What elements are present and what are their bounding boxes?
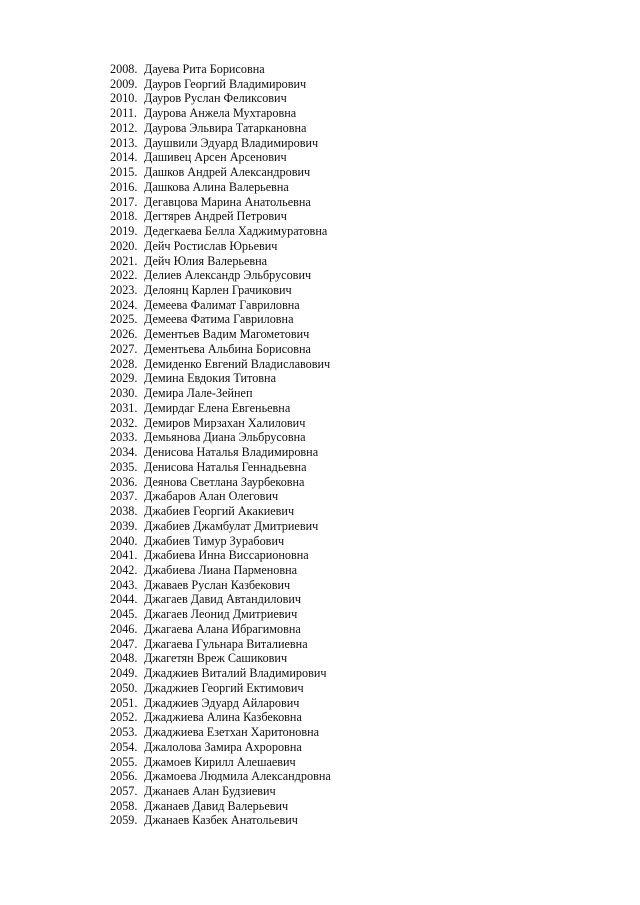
entry-name: Денисова Наталья Владимировна xyxy=(144,445,319,460)
entry-number: 2054. xyxy=(110,739,138,754)
entry-number: 2014. xyxy=(110,150,138,165)
entry-number: 2037. xyxy=(110,489,138,504)
list-item xyxy=(110,475,331,490)
list-item xyxy=(110,534,331,549)
list-item xyxy=(110,563,331,578)
entry-name: Джагаев Давид Автандилович xyxy=(144,592,301,607)
entry-name: Джамоев Кирилл Алешаевич xyxy=(144,754,296,769)
entry-name: Джанаев Казбек Анатольевич xyxy=(144,813,298,828)
list-item xyxy=(110,136,331,151)
list-item xyxy=(110,357,331,372)
entry-number: 2053. xyxy=(110,725,138,740)
list-item xyxy=(110,504,331,519)
list-item xyxy=(110,386,331,401)
entry-number: 2047. xyxy=(110,636,138,651)
entry-name: Делоянц Карлен Грачикович xyxy=(144,283,292,298)
entry-number: 2008. xyxy=(110,62,138,76)
list-item xyxy=(110,489,331,504)
entry-number: 2022. xyxy=(110,268,138,283)
entry-name: Дедегкаева Белла Хаджимуратовна xyxy=(144,224,328,239)
list-item xyxy=(110,710,331,725)
entry-name: Демирдаг Елена Евгеньевна xyxy=(144,400,291,415)
list-item xyxy=(110,268,331,283)
entry-name: Джабиев Джамбулат Дмитриевич xyxy=(144,518,319,533)
entry-name: Джабиева Лиана Парменовна xyxy=(144,562,298,577)
entry-number: 2041. xyxy=(110,548,138,563)
list-item xyxy=(110,651,331,666)
list-item xyxy=(110,637,331,652)
entry-number: 2015. xyxy=(110,165,138,180)
entry-name: Джабиев Тимур Зурабович xyxy=(144,533,285,548)
entry-name: Деянова Светлана Заурбековна xyxy=(144,474,305,489)
entry-name: Джаджиева Езетхан Харитоновна xyxy=(144,725,320,740)
entry-name: Джагаева Алана Ибрагимовна xyxy=(144,621,301,636)
list-item xyxy=(110,548,331,563)
list-item xyxy=(110,254,331,269)
entry-name: Дегавцова Марина Анатольевна xyxy=(144,194,311,209)
list-item xyxy=(110,77,331,92)
list-item xyxy=(110,283,331,298)
list-item xyxy=(110,430,331,445)
entry-name: Денисова Наталья Геннадьевна xyxy=(144,459,307,474)
entry-number: 2018. xyxy=(110,209,138,224)
entry-name: Дейч Ростислав Юрьевич xyxy=(144,238,278,253)
list-item xyxy=(110,91,331,106)
entry-name: Демиров Мирзахан Халилович xyxy=(144,415,306,430)
entry-name: Джамоева Людмила Александровна xyxy=(144,769,331,784)
list-item xyxy=(110,342,331,357)
entry-name: Джабаров Алан Олегович xyxy=(144,489,279,504)
entry-name: Дашков Андрей Александрович xyxy=(144,165,311,180)
entry-number: 2028. xyxy=(110,356,138,371)
entry-number: 2025. xyxy=(110,312,138,327)
entry-number: 2032. xyxy=(110,415,138,430)
list-item xyxy=(110,740,331,755)
list-item xyxy=(110,106,331,121)
entry-number: 2059. xyxy=(110,813,138,828)
entry-name: Джаджиев Виталий Владимирович xyxy=(144,666,327,681)
entry-name: Джабиев Георгий Акакиевич xyxy=(144,504,295,519)
list-item xyxy=(110,195,331,210)
entry-number: 2031. xyxy=(110,400,138,415)
list-item xyxy=(110,622,331,637)
list-item xyxy=(110,401,331,416)
entry-name: Демиденко Евгений Владиславович xyxy=(144,356,331,371)
entry-name: Демьянова Диана Эльбрусовна xyxy=(144,430,306,445)
entry-number: 2055. xyxy=(110,754,138,769)
list-item xyxy=(110,371,331,386)
entry-number: 2009. xyxy=(110,76,138,91)
list-item xyxy=(110,121,331,136)
entry-number: 2046. xyxy=(110,621,138,636)
entry-number: 2045. xyxy=(110,607,138,622)
entry-number: 2038. xyxy=(110,504,138,519)
entry-number: 2033. xyxy=(110,430,138,445)
list-item xyxy=(110,519,331,534)
list-item xyxy=(110,578,331,593)
entry-name: Джанаев Алан Будзиевич xyxy=(144,783,276,798)
entry-name: Джаджиев Эдуард Айларович xyxy=(144,695,300,710)
entry-name: Демина Евдокия Титовна xyxy=(144,371,276,386)
entry-number: 2016. xyxy=(110,179,138,194)
entry-number: 2021. xyxy=(110,253,138,268)
entry-name: Демира Лале-Зейнеп xyxy=(144,386,253,401)
entry-name: Джанаев Давид Валерьевич xyxy=(144,798,289,813)
entry-name: Джабиева Инна Виссарионовна xyxy=(144,548,309,563)
list-item xyxy=(110,209,331,224)
entry-number: 2020. xyxy=(110,238,138,253)
entry-number: 2017. xyxy=(110,194,138,209)
entry-number: 2023. xyxy=(110,283,138,298)
entry-number: 2029. xyxy=(110,371,138,386)
entry-number: 2056. xyxy=(110,769,138,784)
entry-name: Дегтярев Андрей Петрович xyxy=(144,209,287,224)
entry-number: 2048. xyxy=(110,651,138,666)
entry-number: 2039. xyxy=(110,518,138,533)
entry-name: Джагетян Вреж Сашикович xyxy=(144,651,288,666)
list-item xyxy=(110,165,331,180)
entry-name: Даушвили Эдуард Владимирович xyxy=(144,135,319,150)
entry-number: 2012. xyxy=(110,120,138,135)
list-item xyxy=(110,607,331,622)
list-item xyxy=(110,224,331,239)
list-item xyxy=(110,445,331,460)
entry-name: Дейч Юлия Валерьевна xyxy=(144,253,268,268)
list-item xyxy=(110,755,331,770)
list-item xyxy=(110,666,331,681)
entry-name: Делиев Александр Эльбрусович xyxy=(144,268,312,283)
entry-name: Дементьев Вадим Магометович xyxy=(144,327,310,342)
entry-name: Дауева Рита Борисовна xyxy=(144,62,265,76)
entry-name: Дементьева Альбина Борисовна xyxy=(144,341,311,356)
entry-name: Джаджиев Георгий Ектимович xyxy=(144,680,304,695)
entry-number: 2050. xyxy=(110,680,138,695)
list-item xyxy=(110,62,331,77)
entry-number: 2052. xyxy=(110,710,138,725)
entry-number: 2013. xyxy=(110,135,138,150)
list-item xyxy=(110,813,331,828)
entry-name: Даурова Эльвира Татаркановна xyxy=(144,120,307,135)
entry-number: 2024. xyxy=(110,297,138,312)
entry-number: 2035. xyxy=(110,459,138,474)
entry-name: Дауров Георгий Владимирович xyxy=(144,76,307,91)
list-item xyxy=(110,769,331,784)
entry-name: Джалолова Замира Ахроровна xyxy=(144,739,302,754)
entry-number: 2058. xyxy=(110,798,138,813)
entry-name: Дашивец Арсен Арсенович xyxy=(144,150,287,165)
entry-number: 2051. xyxy=(110,695,138,710)
list-item xyxy=(110,150,331,165)
list-item xyxy=(110,725,331,740)
list-item xyxy=(110,327,331,342)
entry-number: 2049. xyxy=(110,666,138,681)
list-item xyxy=(110,239,331,254)
name-list xyxy=(110,62,331,828)
entry-number: 2036. xyxy=(110,474,138,489)
list-item xyxy=(110,180,331,195)
list-item xyxy=(110,592,331,607)
list-item xyxy=(110,416,331,431)
entry-name: Демеева Фалимат Гавриловна xyxy=(144,297,300,312)
entry-name: Дашкова Алина Валерьевна xyxy=(144,179,289,194)
entry-number: 2043. xyxy=(110,577,138,592)
entry-name: Демеева Фатима Гавриловна xyxy=(144,312,294,327)
list-item xyxy=(110,298,331,313)
list-item xyxy=(110,460,331,475)
entry-number: 2057. xyxy=(110,783,138,798)
entry-name: Джаджиева Алина Казбековна xyxy=(144,710,302,725)
list-item xyxy=(110,681,331,696)
entry-name: Джагаев Леонид Дмитриевич xyxy=(144,607,298,622)
entry-name: Даурова Анжела Мухтаровна xyxy=(144,106,297,121)
entry-number: 2010. xyxy=(110,91,138,106)
entry-number: 2030. xyxy=(110,386,138,401)
entry-number: 2044. xyxy=(110,592,138,607)
entry-number: 2019. xyxy=(110,224,138,239)
entry-name: Джаваев Руслан Казбекович xyxy=(144,577,291,592)
entry-number: 2011. xyxy=(110,106,137,121)
entry-number: 2040. xyxy=(110,533,138,548)
entry-number: 2034. xyxy=(110,445,138,460)
list-item xyxy=(110,799,331,814)
list-item xyxy=(110,784,331,799)
entry-number: 2042. xyxy=(110,562,138,577)
entry-number: 2027. xyxy=(110,341,138,356)
entry-name: Дауров Руслан Феликсович xyxy=(144,91,287,106)
list-item xyxy=(110,312,331,327)
entry-number: 2026. xyxy=(110,327,138,342)
list-item xyxy=(110,696,331,711)
entry-name: Джагаева Гульнара Виталиевна xyxy=(144,636,308,651)
